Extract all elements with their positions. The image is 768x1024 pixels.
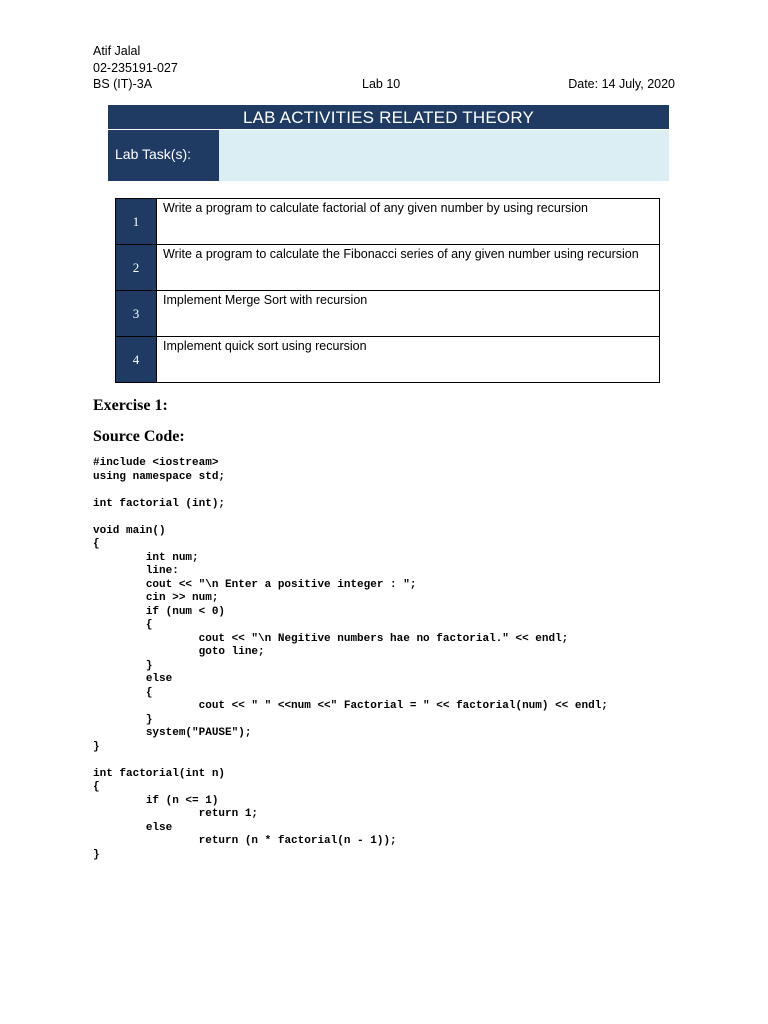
task-text: Implement quick sort using recursion — [157, 337, 660, 383]
task-number: 1 — [116, 199, 157, 245]
source-code-label: Source Code: — [93, 428, 185, 445]
task-text: Write a program to calculate the Fibonacci series of any given number using recursion — [157, 245, 660, 291]
lab-task-content — [219, 130, 669, 181]
lab-label: Lab 10 — [362, 77, 401, 91]
task-number: 3 — [116, 291, 157, 337]
task-text: Write a program to calculate factorial of any given number by using recursion — [157, 199, 660, 245]
task-text: Implement Merge Sort with recursion — [157, 291, 660, 337]
task-row — [116, 245, 660, 291]
task-row — [116, 337, 660, 383]
task-row — [116, 199, 660, 245]
roll-number: 02-235191-027 — [93, 61, 178, 75]
task-table — [115, 198, 660, 383]
student-name: Atif Jalal — [93, 44, 141, 58]
theory-box — [108, 105, 669, 180]
theory-title: LAB ACTIVITIES RELATED THEORY — [108, 105, 669, 130]
program-label: BS (IT)-3A — [93, 77, 153, 91]
date-label: Date: 14 July, 2020 — [568, 77, 675, 91]
task-row — [116, 291, 660, 337]
source-code: #include <iostream> using namespace std; int factorial (int); void main() { int num; line: cout << "\n Enter a positive integer : "; cin >> num; if (num < 0) { cout << "\n Negitive numbers hae no factorial." << endl; goto line; } else { cout << " " <<num <<" Factorial = " << factorial(num) << endl; } system("PAUSE"); } int factorial(int n) { if (n <= 1) return 1; else return (n * factorial(n - 1)); } — [93, 457, 608, 861]
lab-task-label: Lab Task(s): — [108, 130, 219, 181]
task-number: 4 — [116, 337, 157, 383]
student-info — [93, 43, 178, 77]
task-number: 2 — [116, 245, 157, 291]
exercise-title: Exercise 1: — [93, 397, 168, 414]
theory-body — [108, 130, 669, 181]
